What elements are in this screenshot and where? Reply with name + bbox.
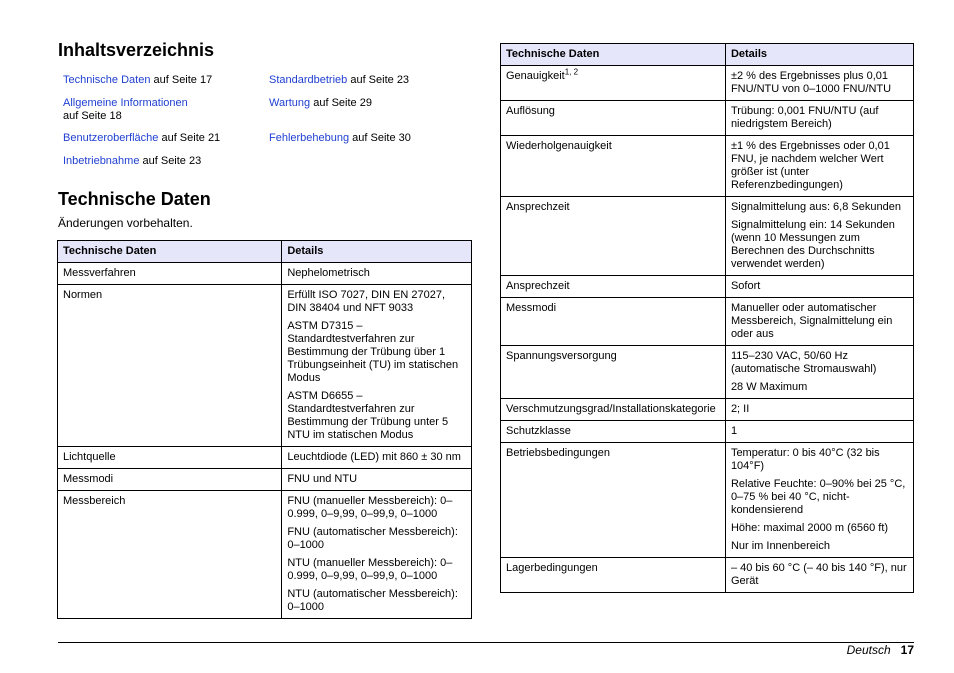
row-details <box>282 447 472 469</box>
row-details <box>725 197 913 276</box>
spec-table-right <box>500 43 914 593</box>
table-row <box>58 447 472 469</box>
row-details <box>282 491 472 619</box>
row-label: Messbereich <box>58 491 282 619</box>
detail-text: Signalmittelung aus: 6,8 Sekunden <box>730 201 901 213</box>
detail-text: Nephelometrisch <box>287 267 370 279</box>
toc-page: auf Seite 23 <box>347 74 410 86</box>
row-label: Schutzklasse <box>501 421 726 443</box>
toc-page: auf Seite 21 <box>158 132 221 144</box>
table-header-row <box>501 44 914 66</box>
detail-text: Trübung: 0,001 FNU/NTU (auf niedrigstem Bereich) <box>730 105 879 130</box>
detail-text: 2; II <box>730 403 750 415</box>
toc-entry <box>269 74 409 87</box>
toc-page: auf Seite 17 <box>150 74 213 86</box>
table-row <box>501 443 914 558</box>
row-label: Lagerbedingungen <box>501 558 726 593</box>
column-header: Technische Daten <box>501 44 726 66</box>
row-label-text: Genauigkeit <box>506 70 565 82</box>
detail-text: NTU (automatischer Messbereich): 0–1000 <box>287 588 458 613</box>
row-label: Spannungsversorgung <box>501 346 726 399</box>
row-details <box>725 399 913 421</box>
detail-text: 115–230 VAC, 50/60 Hz (automatische Stromauswahl) <box>730 350 877 375</box>
detail-text: 28 W Maximum <box>730 381 808 393</box>
detail-text: FNU (automatischer Messbereich): 0–1000 <box>287 526 458 551</box>
column-header: Technische Daten <box>58 241 282 263</box>
detail-text: FNU (manueller Messbereich): 0–0.999, 0–9,99, 0–99,9, 0–1000 <box>287 495 453 520</box>
row-details <box>282 285 472 447</box>
toc-title: Inhaltsverzeichnis <box>58 40 215 60</box>
toc-entry <box>63 74 212 87</box>
table-row <box>501 197 914 276</box>
detail-text: 1 <box>730 425 738 437</box>
row-label <box>501 66 726 101</box>
detail-text: Relative Feuchte: 0–90% bei 25 °C, 0–75 % bei 40 °C, nicht-kondensierend <box>730 478 906 516</box>
footer-language: Deutsch <box>846 643 891 657</box>
table-row <box>501 101 914 136</box>
column-header: Details <box>725 44 913 66</box>
row-details <box>725 276 913 298</box>
row-label: Messmodi <box>58 469 282 491</box>
table-row <box>501 421 914 443</box>
detail-text: – 40 bis 60 °C (– 40 bis 140 °F), nur Gerät <box>730 562 907 587</box>
row-label: Messverfahren <box>58 263 282 285</box>
toc-page: auf Seite 18 <box>63 110 122 122</box>
row-details <box>725 558 913 593</box>
toc-link-fehlerbehebung[interactable]: Fehlerbehebung <box>269 132 350 144</box>
toc-page: auf Seite 29 <box>310 97 372 109</box>
row-label: Auflösung <box>501 101 726 136</box>
row-label: Ansprechzeit <box>501 276 726 298</box>
row-label: Lichtquelle <box>58 447 282 469</box>
toc-link-allgemeine-informationen[interactable]: Allgemeine Informationen <box>63 97 188 109</box>
table-row <box>501 276 914 298</box>
table-row <box>501 558 914 593</box>
table-row <box>58 285 472 447</box>
table-row <box>501 66 914 101</box>
detail-text: Temperatur: 0 bis 40°C (32 bis 104°F) <box>730 447 880 472</box>
row-details <box>725 421 913 443</box>
table-row <box>501 298 914 346</box>
detail-text: ±2 % des Ergebnisses plus 0,01 FNU/NTU von 0–1000 FNU/NTU <box>730 70 892 95</box>
toc-link-inbetriebnahme[interactable]: Inbetriebnahme <box>63 155 140 167</box>
row-label: Messmodi <box>501 298 726 346</box>
row-label: Verschmutzungsgrad/Installationskategorie <box>501 399 726 421</box>
detail-text: NTU (manueller Messbereich): 0–0.999, 0–9,99, 0–99,9, 0–1000 <box>287 557 453 582</box>
toc-link-benutzeroberflaeche[interactable]: Benutzeroberfläche <box>63 132 159 144</box>
table-row <box>58 263 472 285</box>
detail-text: Nur im Innenbereich <box>730 540 830 552</box>
column-header: Details <box>282 241 472 263</box>
section-note: Änderungen vorbehalten. <box>58 216 193 230</box>
section-title: Technische Daten <box>58 189 211 209</box>
toc-entry <box>63 97 188 123</box>
detail-text: Signalmittelung ein: 14 Sekunden (wenn 10 Messungen zum Berechnen des Durchschnitts verwendet werden) <box>730 219 895 270</box>
row-details <box>725 346 913 399</box>
row-details <box>725 443 913 558</box>
toc-page: auf Seite 23 <box>139 155 202 167</box>
detail-text: Manueller oder automatischer Messbereich, Signalmittelung ein oder aus <box>730 302 893 340</box>
table-row <box>58 491 472 619</box>
row-label: Normen <box>58 285 282 447</box>
toc-page: auf Seite 30 <box>349 132 411 144</box>
table-row <box>58 469 472 491</box>
table-row <box>501 136 914 197</box>
toc-entry <box>63 155 201 168</box>
detail-text: ASTM D7315 – Standardtestverfahren zur Bestimmung der Trübung über 1 Trübungseinheit (TU) im statischen Modus <box>287 320 459 384</box>
row-details <box>282 263 472 285</box>
toc-entry <box>269 97 372 110</box>
table-row <box>501 399 914 421</box>
row-label: Betriebsbedingungen <box>501 443 726 558</box>
row-label: Wiederholgenauigkeit <box>501 136 726 197</box>
detail-text: Sofort <box>730 280 761 292</box>
detail-text: Leuchtdiode (LED) mit 860 ± 30 nm <box>287 451 461 463</box>
toc-entry <box>63 132 220 145</box>
toc-link-wartung[interactable]: Wartung <box>269 97 311 109</box>
toc-entry <box>269 132 411 145</box>
row-label: Ansprechzeit <box>501 197 726 276</box>
detail-text: FNU und NTU <box>287 473 358 485</box>
footnote-ref: 1, 2 <box>564 67 579 77</box>
toc-link-standardbetrieb[interactable]: Standardbetrieb <box>269 74 348 86</box>
spec-table-left <box>57 240 472 619</box>
footer-divider <box>58 642 914 643</box>
toc-link-technische-daten[interactable]: Technische Daten <box>63 74 151 86</box>
row-details <box>725 66 913 101</box>
detail-text: ±1 % des Ergebnisses oder 0,01 FNU, je nachdem welcher Wert größer ist (unter Referenzbedingungen) <box>730 140 890 191</box>
row-details <box>282 469 472 491</box>
page-footer <box>847 643 914 657</box>
page-number: 17 <box>900 643 914 657</box>
detail-text: Höhe: maximal 2000 m (6560 ft) <box>730 522 889 534</box>
detail-text: Erfüllt ISO 7027, DIN EN 27027, DIN 38404 und NFT 9033 <box>287 289 446 314</box>
table-header-row <box>58 241 472 263</box>
row-details <box>725 136 913 197</box>
row-details <box>725 298 913 346</box>
table-row <box>501 346 914 399</box>
row-details <box>725 101 913 136</box>
detail-text: ASTM D6655 – Standardtestverfahren zur Bestimmung der Trübung unter 5 NTU im statischen Modus <box>287 390 449 441</box>
